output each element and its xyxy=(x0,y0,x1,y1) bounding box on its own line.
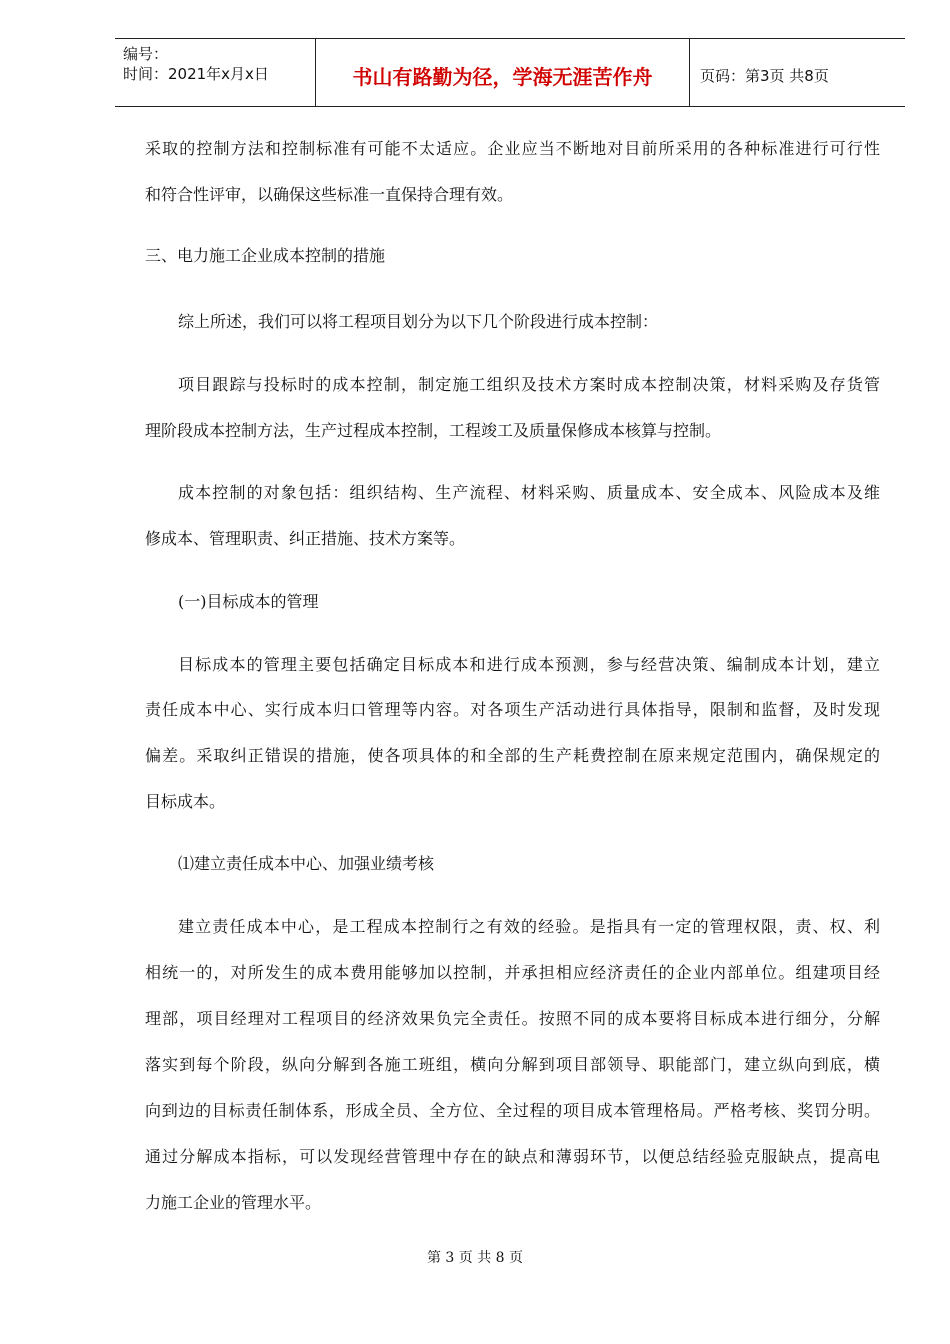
document-time-label: 时间：2021年x月x日 xyxy=(123,65,269,83)
header-page-info: 页码：第3页 共8页 xyxy=(700,67,829,85)
body-text-line: 理部，项目经理对工程项目的经济效果负完全责任。按照不同的成本要将目标成本进行细分，分解 xyxy=(145,1009,880,1028)
body-text-line: 通过分解成本指标，可以发现经营管理中存在的缺点和薄弱环节，以便总结经验克服缺点，提高电 xyxy=(145,1147,880,1166)
header-meta-cell xyxy=(115,39,316,106)
body-text-line: 责任成本中心、实行成本归口管理等内容。对各项生产活动进行具体指导，限制和监督，及时发现 xyxy=(145,700,880,719)
body-text-line: 采取的控制方法和控制标准有可能不太适应。企业应当不断地对目前所采用的各种标准进行可行性 xyxy=(145,139,880,158)
header-motto-cell xyxy=(316,39,690,106)
body-text-line: 综上所述，我们可以将工程项目划分为以下几个阶段进行成本控制： xyxy=(178,312,659,331)
subsection-heading: ⑴建立责任成本中心、加强业绩考核 xyxy=(178,854,435,873)
header-page-cell xyxy=(690,39,905,106)
document-header xyxy=(115,38,905,107)
body-text-line: 建立责任成本中心，是工程成本控制行之有效的经验。是指具有一定的管理权限，责、权、利 xyxy=(178,917,880,936)
document-id-label: 编号： xyxy=(123,45,169,63)
body-text-line: 力施工企业的管理水平。 xyxy=(145,1193,322,1212)
body-text-line: 偏差。采取纠正错误的措施，使各项具体的和全部的生产耗费控制在原来规定范围内，确保规定的 xyxy=(145,746,880,765)
body-text-line: 目标成本。 xyxy=(145,792,226,811)
body-text-line: 目标成本的管理主要包括确定目标成本和进行成本预测，参与经营决策、编制成本计划，建立 xyxy=(178,655,880,674)
body-text-line: 向到边的目标责任制体系，形成全员、全方位、全过程的项目成本管理格局。严格考核、奖罚分明。 xyxy=(145,1101,880,1120)
header-motto: 书山有路勤为径，学海无涯苦作舟 xyxy=(352,65,653,89)
subsection-heading: (一)目标成本的管理 xyxy=(178,592,319,611)
body-text-line: 相统一的，对所发生的成本费用能够加以控制，并承担相应经济责任的企业内部单位。组建项目经 xyxy=(145,963,880,982)
body-text-line: 理阶段成本控制方法，生产过程成本控制，工程竣工及质量保修成本核算与控制。 xyxy=(145,421,722,440)
body-text-line: 修成本、管理职责、纠正措施、技术方案等。 xyxy=(145,529,466,548)
page-footer xyxy=(0,1247,950,1267)
section-heading: 三、电力施工企业成本控制的措施 xyxy=(145,246,386,265)
body-text-line: 落实到每个阶段，纵向分解到各施工班组，横向分解到项目部领导、职能部门，建立纵向到底，横 xyxy=(145,1055,880,1074)
body-text-line: 成本控制的对象包括：组织结构、生产流程、材料采购、质量成本、安全成本、风险成本及维 xyxy=(178,483,880,502)
body-text-line: 项目跟踪与投标时的成本控制，制定施工组织及技术方案时成本控制决策，材料采购及存货管 xyxy=(178,375,880,394)
body-text-line: 和符合性评审，以确保这些标准一直保持合理有效。 xyxy=(145,185,514,204)
footer-page-number: 第 3 页 共 8 页 xyxy=(426,1250,524,1266)
